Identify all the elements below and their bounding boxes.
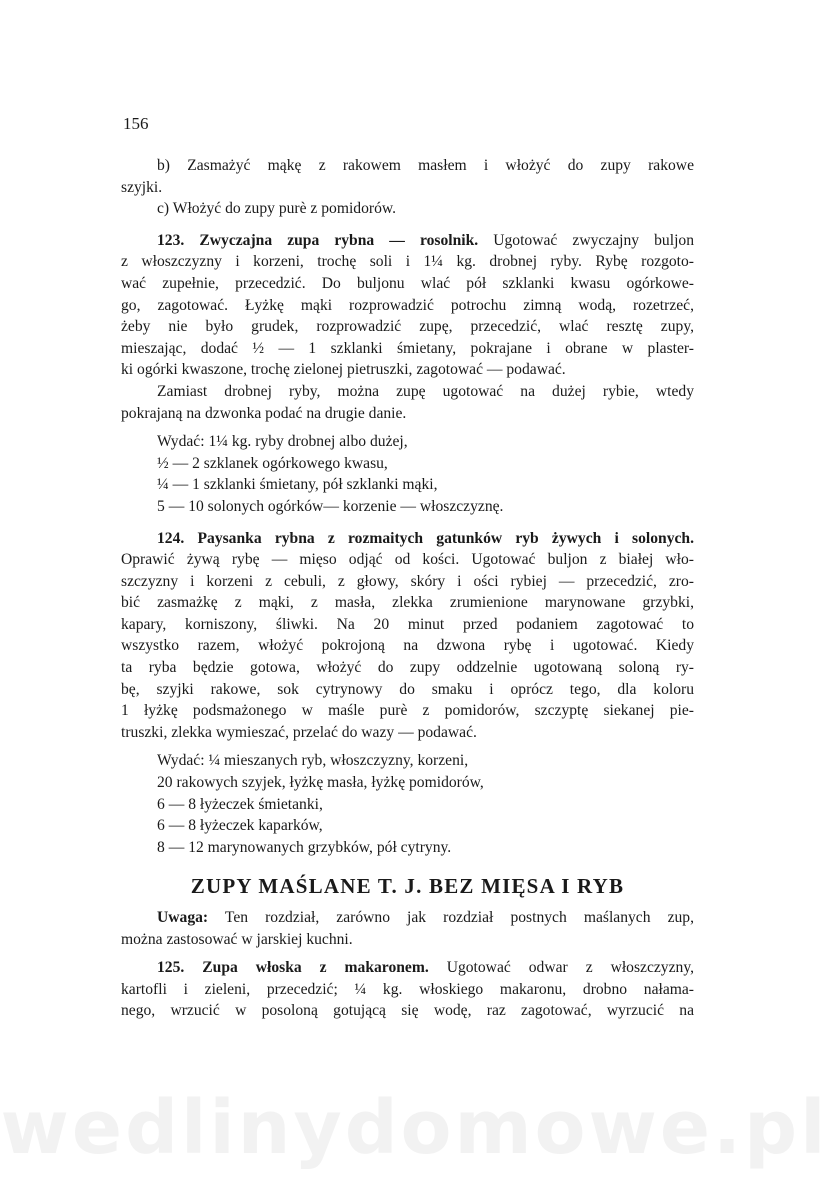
- text-line: c) Włożyć do zupy purè z pomidorów.: [157, 200, 397, 218]
- ingredient-line: 6 — 8 łyżeczek kaparków,: [157, 817, 323, 835]
- text-line: żeby nie było grudek, rozprowadzić zupę, przecedzić, wlać resztę zupy,: [121, 318, 694, 336]
- ingredient-line: 8 — 12 marynowanych grzybków, pół cytryny.: [157, 838, 452, 856]
- text-line: z włoszczyzny i korzeni, trochę soli i 1¼ kg. drobnej ryby. Rybę rozgoto-: [121, 253, 694, 271]
- recipe-123-first-line: 123. Zwyczajna zupa rybna — rosolnik. Ugotować zwyczajny buljon: [157, 231, 694, 249]
- ingredient-line: 5 — 10 solonych ogórków— korzenie — włoszczyznę.: [157, 497, 504, 515]
- text-line: nego, wrzucić w posoloną gotującą się wodę, raz zagotować, wyrzucić na: [121, 1002, 694, 1020]
- text-line: można zastosować w jarskiej kuchni.: [121, 930, 353, 948]
- text-line: bę, szyjki rakowe, sok cytrynowy do smaku i oprócz tego, dla koloru: [121, 680, 694, 698]
- recipe-123-title: 123. Zwyczajna zupa rybna — rosolnik.: [157, 231, 479, 249]
- note-first-line: Uwaga: Ten rozdział, zarówno jak rozdział postnych maślanych zup,: [157, 909, 694, 926]
- text-line: kartofli i zieleni, przecedzić; ¼ kg. włoskiego makaronu, drobno nałama-: [121, 980, 694, 998]
- text-line: Oprawić żywą rybę — mięso odjąć od kości. Ugotować buljon z białej wło-: [121, 551, 694, 569]
- text-line: ki ogórki kwaszone, trochę zielonej pietruszki, zagotować — podawać.: [121, 361, 566, 379]
- page-body: [121, 155, 694, 1022]
- text-line: wać zupełnie, przecedzić. Do buljonu wlać pół szklanki kwasu ogórkowe-: [121, 274, 694, 292]
- text-line: ta ryba będzie gotowa, włożyć do zupy oddzelnie ugotowaną soloną ry-: [121, 659, 694, 677]
- section-heading: ZUPY MAŚLANE T. J. BEZ MIĘSA I RYB: [190, 874, 625, 899]
- text-line: go, zagotować. Łyżkę mąki rozprowadzić potrochu zimną wodą, rozetrzeć,: [121, 296, 694, 314]
- text-line: szczyzny i korzeni z cebuli, z głowy, skóry i ości rybiej — przecedzić, zro-: [121, 572, 694, 590]
- recipe-124-title: 124. Paysanka rybna z rozmaitych gatunków ryb żywych i solonych.: [157, 529, 694, 547]
- text-line: 1 łyżkę podsmażonego w maśle purè z pomidorów, szczyptę siekanej pie-: [121, 702, 694, 720]
- text-line: b) Zasmażyć mąkę z rakowem masłem i włożyć do zupy rakowe: [157, 157, 694, 174]
- text-line: mieszając, dodać ½ — 1 szklanki śmietany, pokrajane i obrane w plaster-: [121, 339, 694, 357]
- text-line: kapary, korniszony, śliwki. Na 20 minut przed podaniem zagotować to: [121, 615, 694, 633]
- text-line: pokrajaną na dzwonka podać na drugie danie.: [121, 404, 407, 422]
- ingredient-line: ¼ — 1 szklanki śmietany, pół szklanki mąki,: [157, 476, 438, 494]
- ingredient-line: 6 — 8 łyżeczek śmietanki,: [157, 795, 323, 813]
- note-label: Uwaga:: [157, 909, 209, 926]
- text-line: Zamiast drobnej ryby, można zupę ugotować na dużej rybie, wtedy: [157, 382, 694, 400]
- ingredient-line: 20 rakowych szyjek, łyżkę masła, łyżkę pomidorów,: [157, 774, 484, 792]
- recipe-125-first-line: 125. Zupa włoska z makaronem. Ugotować odwar z włoszczyzny,: [157, 959, 695, 977]
- recipe-125-title: 125. Zupa włoska z makaronem.: [157, 959, 429, 977]
- ingredient-line: Wydać: 1¼ kg. ryby drobnej albo dużej,: [157, 433, 408, 451]
- text-line: szyjki.: [121, 178, 163, 196]
- ingredient-line: ½ — 2 szklanek ogórkowego kwasu,: [157, 454, 388, 472]
- text-line: bić zasmażkę z mąki, z masła, zlekka zrumienione marynowane grzybki,: [121, 594, 694, 612]
- ingredient-line: Wydać: ¼ mieszanych ryb, włoszczyzny, korzeni,: [157, 752, 469, 770]
- page-number: 156: [123, 114, 149, 133]
- text-line: wszystko razem, włożyć pokrojoną na dzwona rybę i ugotować. Kiedy: [121, 637, 694, 655]
- watermark: wedlinydomowe.pl: [0, 1085, 829, 1171]
- text-line: truszki, zlekka wymieszać, przelać do wazy — podawać.: [121, 723, 477, 741]
